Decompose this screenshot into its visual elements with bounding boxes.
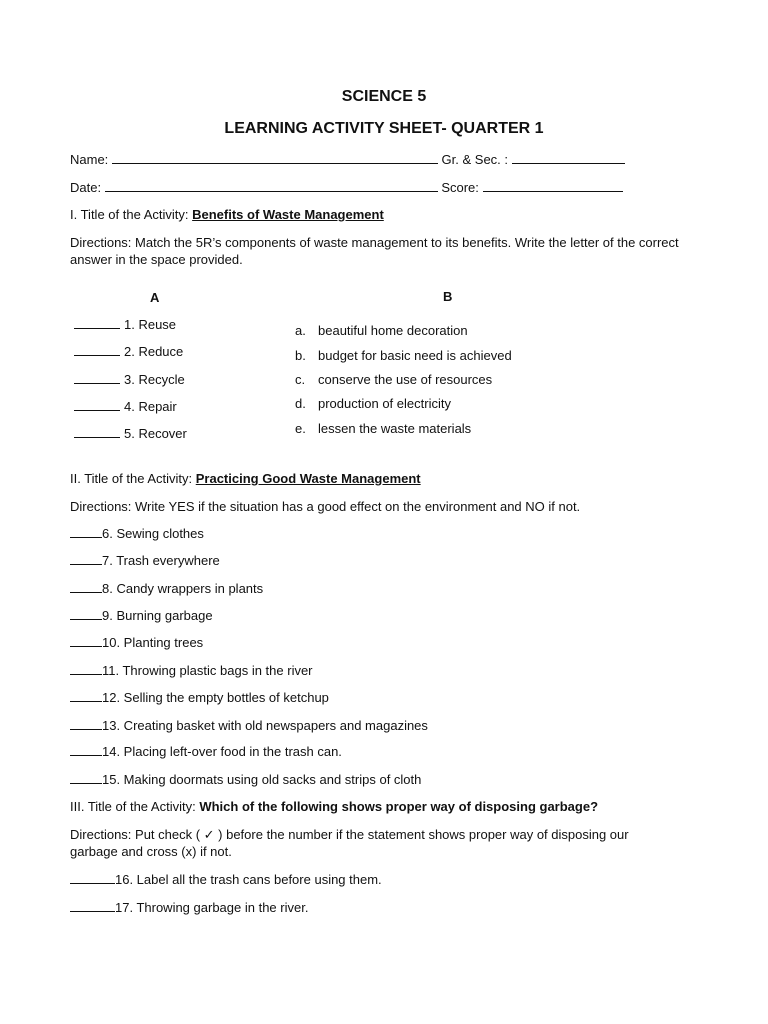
- choice-e: e. lessen the waste materials: [295, 421, 472, 436]
- answer-blank[interactable]: [70, 690, 102, 702]
- part3-title-prefix: III. Title of the Activity:: [70, 799, 196, 814]
- part1-title-row: [70, 206, 384, 223]
- answer-blank[interactable]: [70, 608, 102, 620]
- grade-blank[interactable]: [512, 152, 625, 164]
- part3-title: Which of the following shows proper way of disposing garbage?: [199, 799, 599, 814]
- part2-item: 8. Candy wrappers in plants: [70, 580, 263, 597]
- answer-blank[interactable]: [74, 426, 120, 438]
- score-blank[interactable]: [483, 180, 623, 192]
- choice-a: a. beautiful home decoration: [295, 323, 468, 338]
- part2-item: 10. Planting trees: [70, 634, 203, 651]
- part2-title-row: [70, 470, 421, 487]
- answer-blank[interactable]: [70, 900, 115, 912]
- date-score-row: [70, 179, 623, 196]
- answer-blank[interactable]: [70, 553, 102, 565]
- answer-blank[interactable]: [74, 399, 120, 411]
- answer-blank[interactable]: [70, 772, 102, 784]
- answer-blank[interactable]: [70, 744, 102, 756]
- answer-blank[interactable]: [74, 372, 120, 384]
- part3-directions: Directions: Put check ( ✓ ) before the number if the statement shows proper way of disposing our garbage and cross (x) if not.: [70, 827, 629, 859]
- part2-title: Practicing Good Waste Management: [195, 471, 421, 486]
- answer-blank[interactable]: [70, 635, 102, 647]
- match-item-4: 4. Repair: [74, 399, 177, 414]
- answer-blank[interactable]: [74, 344, 120, 356]
- part2-item: 9. Burning garbage: [70, 607, 213, 624]
- answer-blank[interactable]: [70, 872, 115, 884]
- answer-blank[interactable]: [74, 317, 120, 329]
- answer-blank[interactable]: [70, 581, 102, 593]
- choice-c: c. conserve the use of resources: [295, 372, 493, 387]
- date-blank[interactable]: [105, 180, 438, 192]
- subject-heading: SCIENCE 5: [341, 88, 427, 105]
- column-b-heading: B: [443, 289, 453, 304]
- part2-directions: Directions: Write YES if the situation has a good effect on the environment and NO if not.: [70, 499, 581, 514]
- part3-title-row: [70, 798, 598, 815]
- match-item-2: 2. Reduce: [74, 344, 183, 359]
- match-item-3: 3. Recycle: [74, 372, 185, 387]
- part2-item: 12. Selling the empty bottles of ketchup: [70, 689, 329, 706]
- part1-directions: Directions: Match the 5R’s components of waste management to its benefits. Write the letter of the correct answer in the space provided.: [70, 235, 679, 267]
- answer-blank[interactable]: [70, 526, 102, 538]
- part2-item: 14. Placing left-over food in the trash can.: [70, 743, 342, 760]
- match-item-1: 1. Reuse: [74, 317, 176, 332]
- match-item-5: 5. Recover: [74, 426, 187, 441]
- name-grade-row: [70, 151, 625, 168]
- choice-d: d. production of electricity: [295, 396, 451, 411]
- sheet-title: LEARNING ACTIVITY SHEET- QUARTER 1: [224, 120, 544, 137]
- name-label: Name:: [70, 152, 109, 167]
- part2-item: 7. Trash everywhere: [70, 552, 220, 569]
- choice-b: b. budget for basic need is achieved: [295, 348, 512, 363]
- answer-blank[interactable]: [70, 718, 102, 730]
- answer-blank[interactable]: [70, 663, 102, 675]
- part3-item: 17. Throwing garbage in the river.: [70, 899, 308, 916]
- part2-item: 11. Throwing plastic bags in the river: [70, 662, 313, 679]
- part2-item: 6. Sewing clothes: [70, 525, 204, 542]
- part1-title-prefix: I. Title of the Activity:: [70, 207, 189, 222]
- date-label: Date:: [70, 180, 102, 195]
- score-label: Score:: [441, 180, 479, 195]
- grade-label: Gr. & Sec. :: [441, 152, 509, 167]
- part2-title-prefix: II. Title of the Activity:: [70, 471, 193, 486]
- part1-title: Benefits of Waste Management: [192, 207, 384, 222]
- part2-item: 15. Making doormats using old sacks and strips of cloth: [70, 771, 421, 788]
- part3-item: 16. Label all the trash cans before using them.: [70, 871, 382, 888]
- part2-item: 13. Creating basket with old newspapers and magazines: [70, 717, 428, 734]
- name-blank[interactable]: [112, 152, 438, 164]
- column-a-heading: A: [150, 290, 160, 305]
